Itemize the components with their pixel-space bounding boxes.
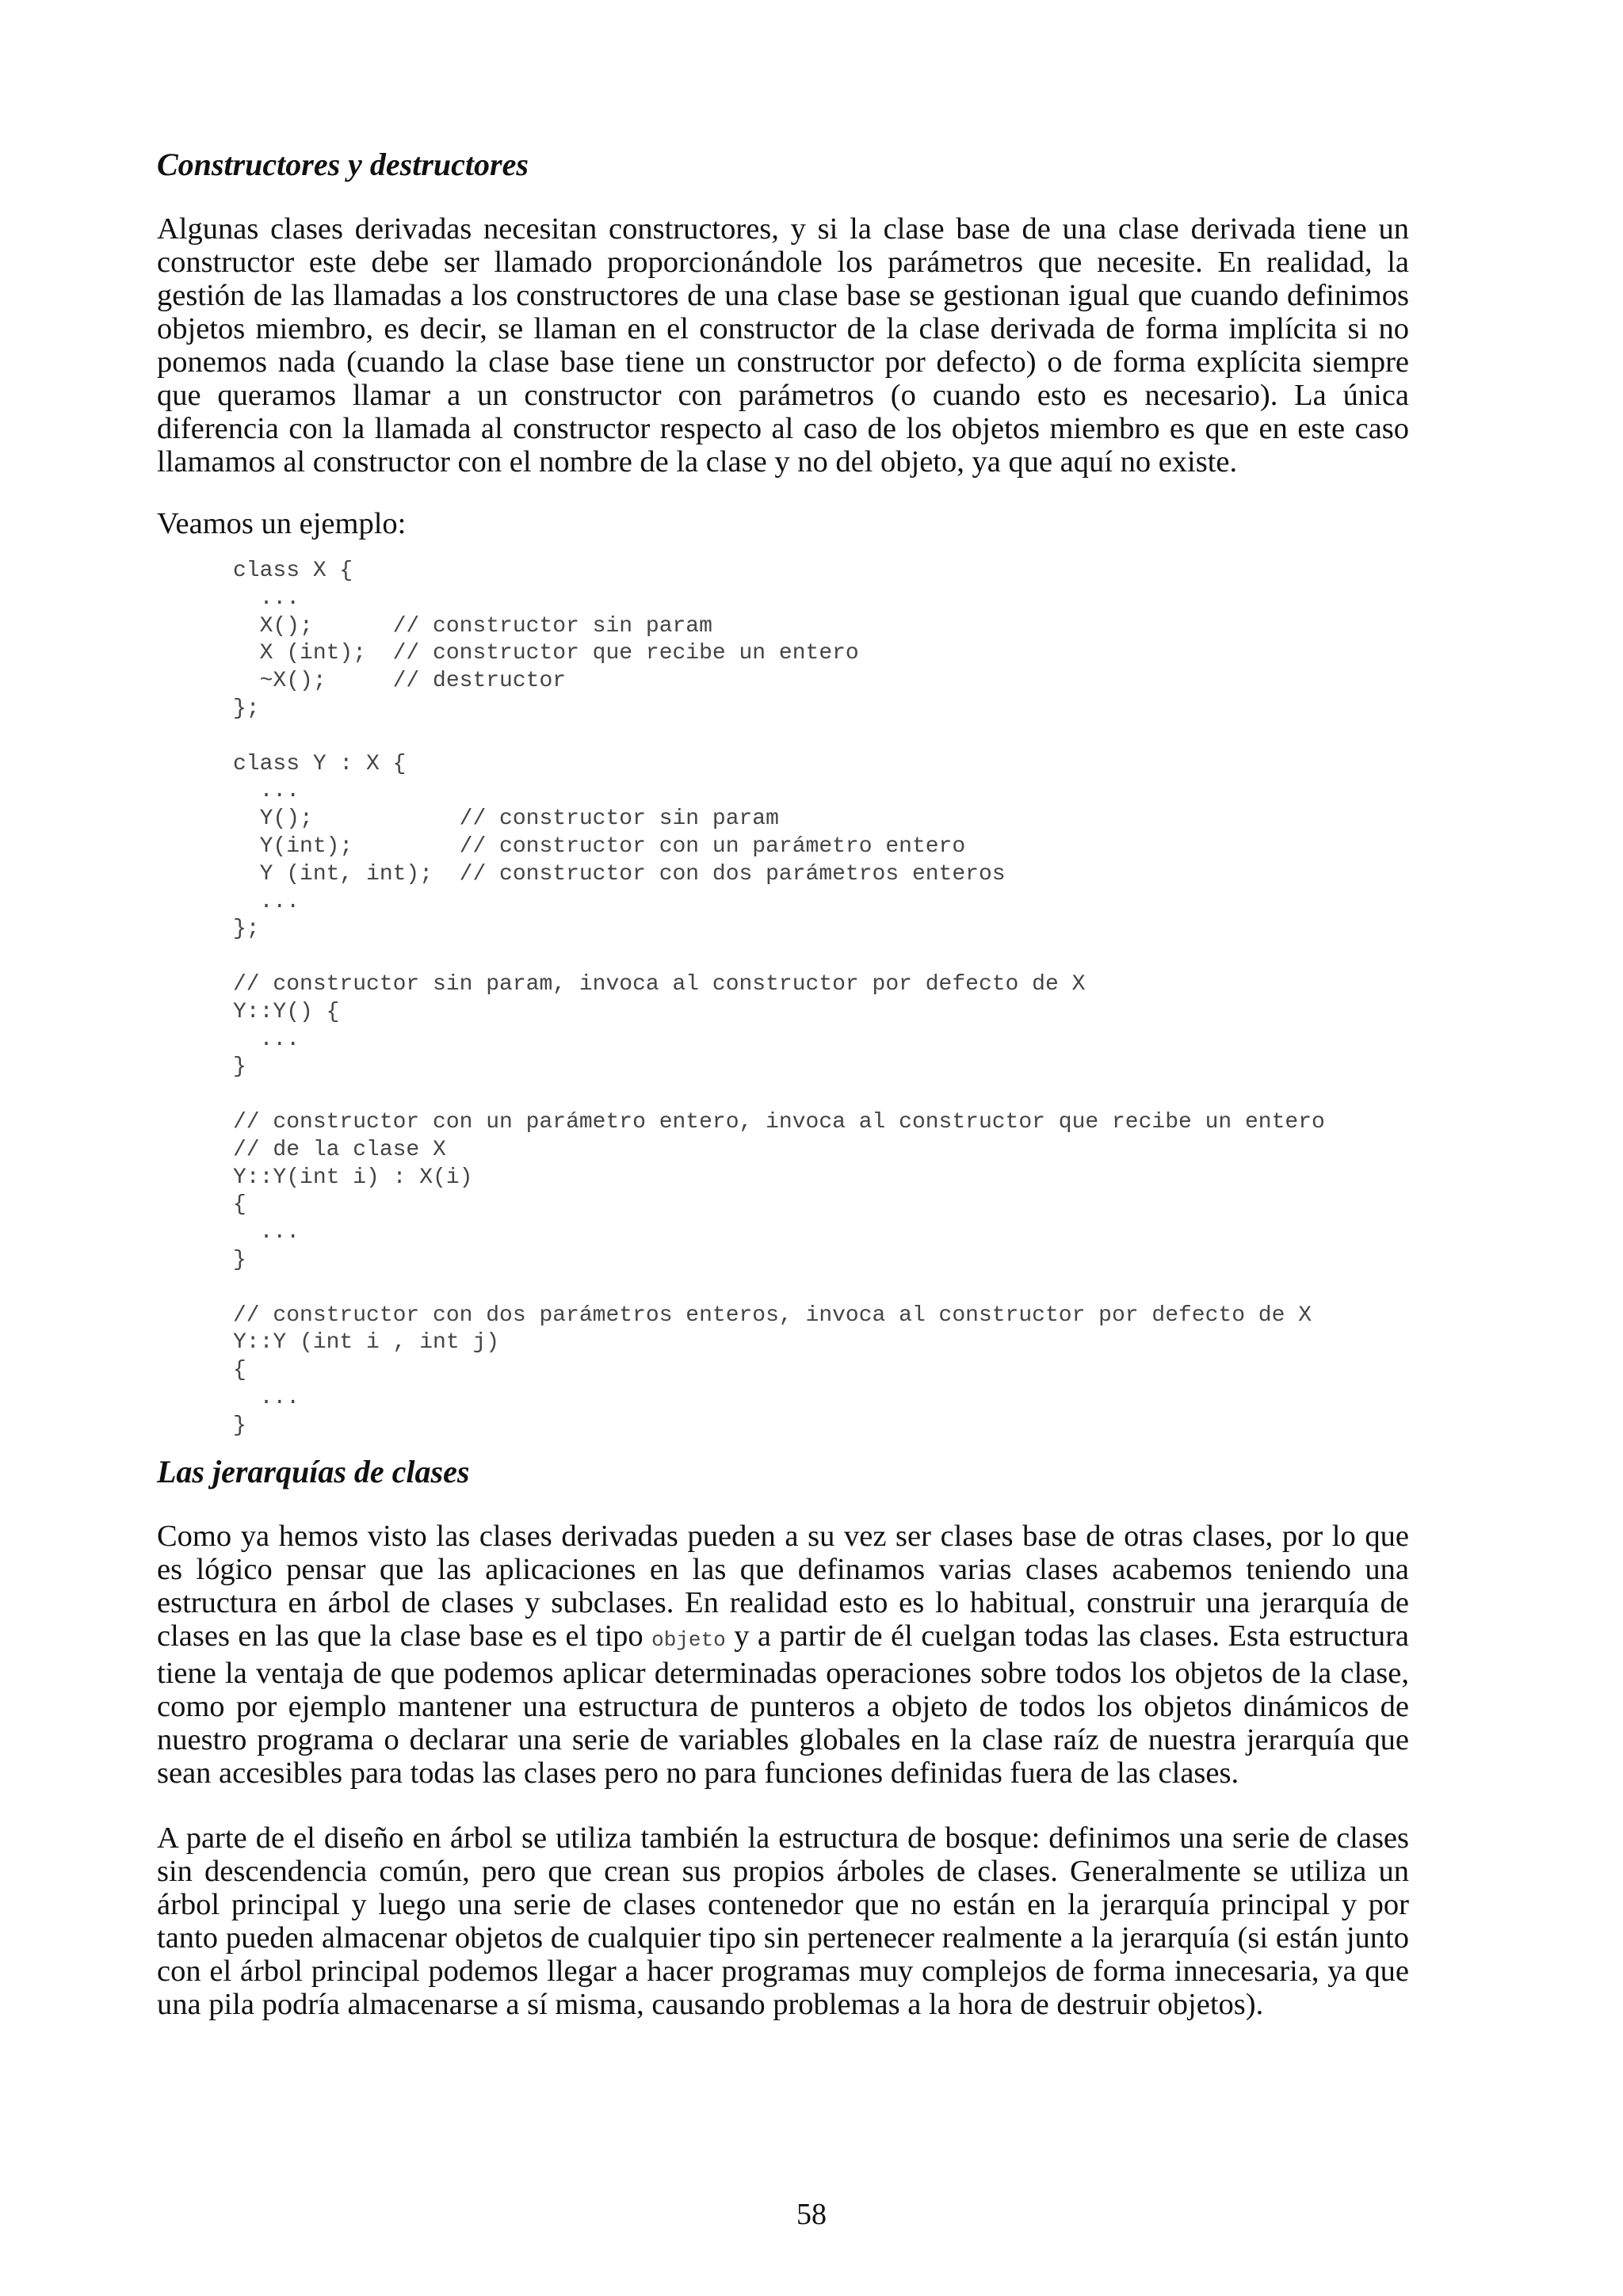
section-heading-constructores: Constructores y destructores — [157, 147, 529, 182]
paragraph-jerarquias-1 — [157, 1520, 1409, 1790]
paragraph-constructores: Algunas clases derivadas necesitan constructores, y si la clase base de una clase derivada tiene un constructor este debe ser llamado proporcionándole los parámetros que necesite. En realidad, la gestión de las llamadas a los constructores de una clase base se gestionan igual que cuando definimos objetos miembro, es decir, se llaman en el constructor de la clase derivada de forma implícita si no ponemos nada (cuando la clase base tiene un constructor por defecto) o de forma explícita siempre que queramos llamar a un constructor con parámetros (o cuando esto es necesario). La única diferencia con la llamada al constructor respecto al caso de los objetos miembro es que en este caso llamamos al constructor con el nombre de la clase y no del objeto, ya que aquí no existe. — [157, 212, 1409, 479]
paragraph-jerarquias-2: A parte de el diseño en árbol se utiliza también la estructura de bosque: definimos una serie de clases sin descendencia común, pero que crean sus propios árboles de clases. Generalmente se utiliza un árbol principal y luego una serie de clases contenedor que no están en la jerarquía principal y por tanto pueden almacenar objetos de cualquier tipo sin pertenecer realmente a la jerarquía (si están junto con el árbol principal podemos llegar a hacer programas muy complejos de forma innecesaria, ya que una pila podría almacenarse a sí misma, causando problemas a la hora de destruir objetos). — [157, 1821, 1409, 2021]
example-intro: Veamos un ejemplo: — [157, 507, 407, 540]
section-heading-jerarquias: Las jerarquías de clases — [157, 1453, 470, 1489]
code-example: class X { ... X(); // constructor sin param X (int); // constructor que recibe un entero ~X(); // destructor }; class Y : X { ... Y(); // constructor sin param Y(int); // constructor con un parámetro entero Y (int, int); // constructor con dos parámetros enteros ... }; // constructor sin param, invoca al constructor por defecto de X Y::Y() { ... } // constructor con un parámetro entero, invoca al constructor que recibe un entero // de la clase X Y::Y(int i) : X(i) { ... } // constructor con dos parámetros enteros, invoca al constructor por defecto de X Y::Y (int i , int j) { ... } — [233, 559, 1325, 1438]
page-number: 58 — [796, 2198, 827, 2231]
page-content — [157, 147, 1409, 2021]
paragraph-jerarquias-1-end: y a partir de él cuelgan todas las clases. Esta estructura tiene la ventaja de que podemos aplicar determinadas operaciones sobre todos los objetos de la clase, como por ejemplo mantener una estructura de punteros a objeto de todos los objetos dinámicos de nuestro programa o declarar una serie de variables globales en la clase raíz de nuestra jerarquía que sean accesibles para todas las clases pero no para funciones definidas fuera de las clases. — [157, 1619, 1409, 1790]
paragraph-jerarquias-1-start: Como ya hemos visto las clases derivadas pueden a su vez ser clases base de otras clases, por lo que es lógico pensar que las aplicaciones en las que definamos varias clases acabemos teniendo una estructura en árbol de clases y subclases. En realidad esto es lo habitual, construir una jerarquía de clases en las que la clase base es el tipo — [157, 1519, 1409, 1653]
inline-code-objeto: objeto — [651, 1627, 726, 1652]
